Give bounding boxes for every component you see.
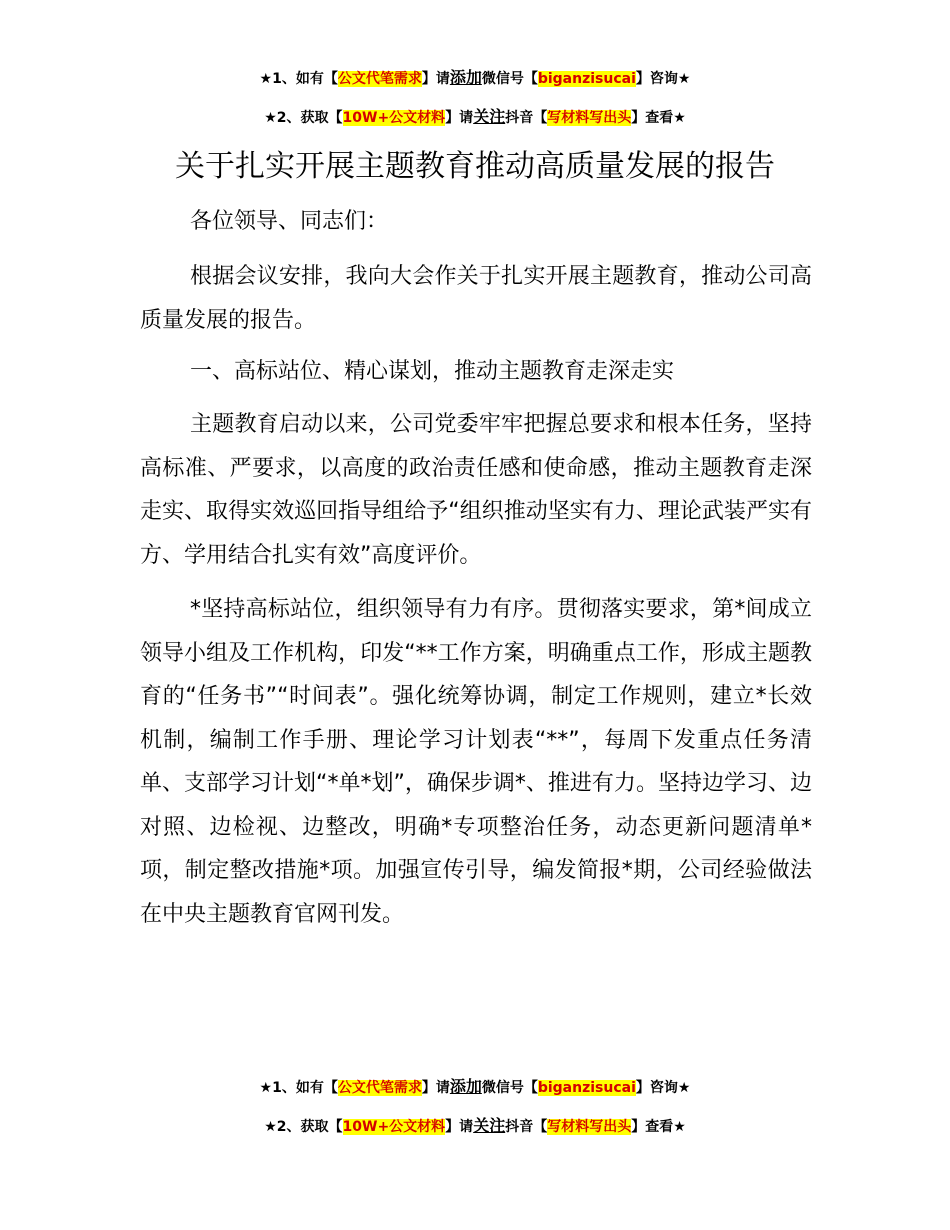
paragraph-section1-summary: 主题教育启动以来，公司党委牢牢把握总要求和根本任务，坚持高标准、严要求，以高度的政治责任感和使命感，推动主题教育走深走实、取得实效巡回指导组给予“组织推动坚实有力、理论武装严实有方、学用结合扎实有效”高度评价。 xyxy=(140,412,812,568)
wechat-id-highlight: biganzisucai xyxy=(537,71,636,87)
header-ad-line-1 xyxy=(0,67,950,90)
ad-text: 2、获取【 xyxy=(276,110,343,126)
star-icon: ★ xyxy=(264,1119,277,1135)
ad-text: 】请 xyxy=(445,1119,474,1135)
ad-text: 】咨询 xyxy=(635,71,678,87)
section-heading-1: 一、高标站位、精心谋划，推动主题教育走深走实 xyxy=(190,359,675,384)
paragraph-intro: 根据会议安排，我向大会作关于扎实开展主题教育，推动公司高质量发展的报告。 xyxy=(140,264,812,333)
ad-text: 1、如有【 xyxy=(272,1080,338,1096)
ad-text: 】咨询 xyxy=(635,1080,678,1096)
ad-text: 抖音【 xyxy=(505,110,548,126)
ad-highlight: 公文代笔需求 xyxy=(337,71,422,87)
ad-text: 2、获取【 xyxy=(276,1119,343,1135)
star-icon: ★ xyxy=(677,71,691,87)
ad-highlight: 公文代笔需求 xyxy=(337,1080,422,1096)
ad-highlight: 10W+公文材料 xyxy=(342,110,446,126)
ad-text: 】请 xyxy=(445,110,474,126)
star-icon: ★ xyxy=(259,71,273,87)
header-ad-line-2 xyxy=(0,106,950,129)
ad-text: 1、如有【 xyxy=(272,71,338,87)
star-icon: ★ xyxy=(677,1080,691,1096)
douyin-account-highlight: 写材料写出头 xyxy=(547,1119,632,1135)
ad-emphasis: 关注 xyxy=(473,1116,506,1135)
ad-text: 抖音【 xyxy=(505,1119,548,1135)
star-icon: ★ xyxy=(673,1119,686,1135)
star-icon: ★ xyxy=(264,110,277,126)
salutation: 各位领导、同志们： xyxy=(190,209,389,234)
ad-highlight: 10W+公文材料 xyxy=(342,1119,446,1135)
ad-text: 微信号【 xyxy=(481,71,538,87)
douyin-account-highlight: 写材料写出头 xyxy=(547,110,632,126)
ad-text: 】请 xyxy=(421,1080,450,1096)
paragraph-section1-point1: *坚持高标站位，组织领导有力有序。贯彻落实要求，第*间成立领导小组及工作机构，印发“**工作方案，明确重点工作，形成主题教育的“任务书”“时间表”。强化统筹协调，制定工作规则，建立*长效机制，编制工作手册、理论学习计划表“**”，每周下发重点任务清单、支部学习计划“*单*划”，确保步调*、推进有力。坚持边学习、边对照、边检视、边整改，明确*专项整治任务，动态更新问题清单*项，制定整改措施*项。加强宣传引导，编发简报*期，公司经验做法在中央主题教育官网刊发。 xyxy=(140,597,812,927)
footer-ad-line-2 xyxy=(0,1115,950,1138)
footer-ad-line-1 xyxy=(0,1076,950,1099)
star-icon: ★ xyxy=(673,110,686,126)
ad-text: 】查看 xyxy=(631,1119,674,1135)
ad-text: 】查看 xyxy=(631,110,674,126)
ad-emphasis: 添加 xyxy=(449,68,482,87)
ad-text: 】请 xyxy=(421,71,450,87)
ad-emphasis: 关注 xyxy=(473,107,506,126)
star-icon: ★ xyxy=(259,1080,273,1096)
ad-emphasis: 添加 xyxy=(449,1077,482,1096)
document-title: 关于扎实开展主题教育推动高质量发展的报告 xyxy=(175,149,775,184)
ad-text: 微信号【 xyxy=(481,1080,538,1096)
wechat-id-highlight: biganzisucai xyxy=(537,1080,636,1096)
